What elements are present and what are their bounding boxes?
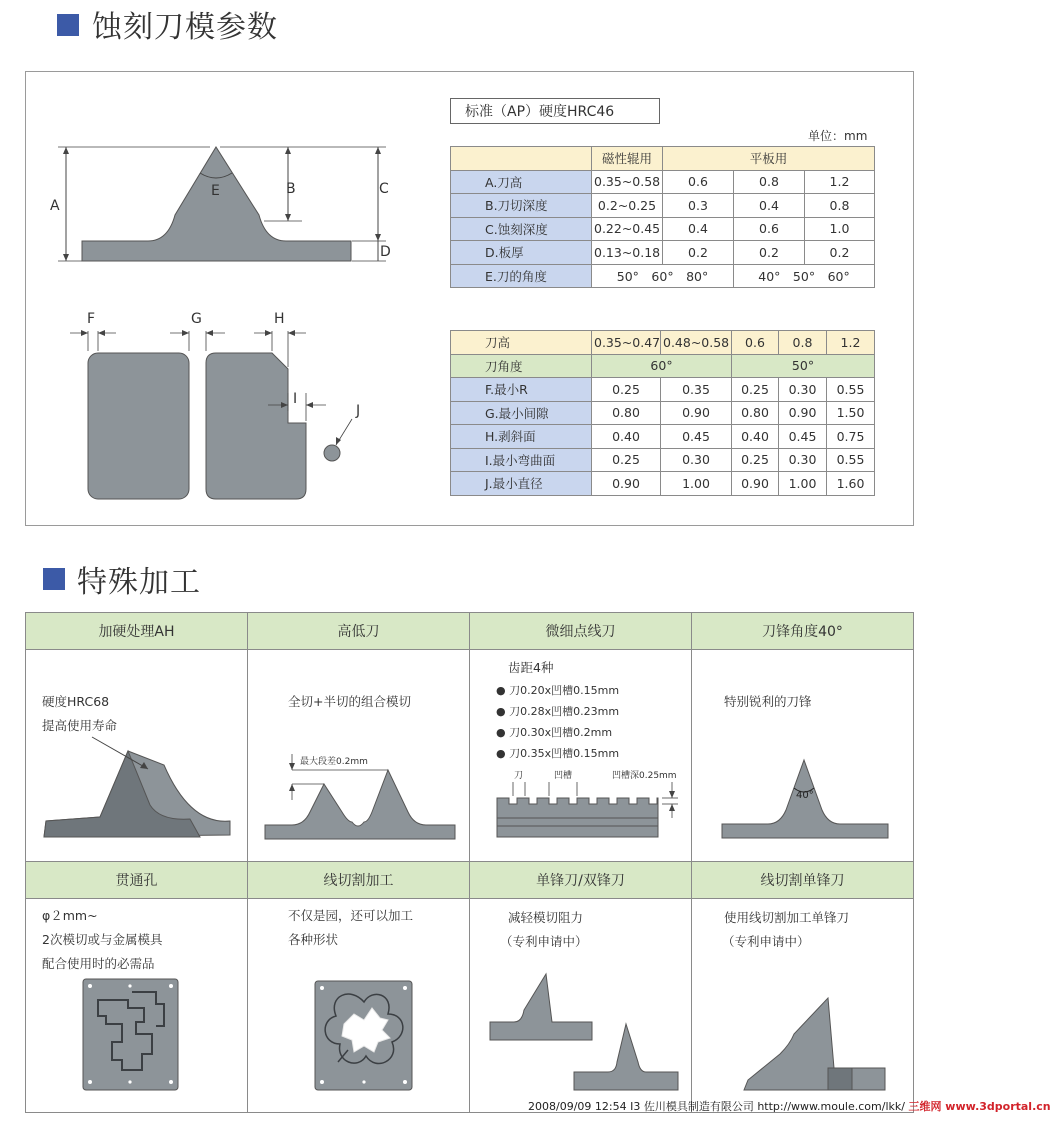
micro-pitch-list bbox=[496, 680, 619, 764]
table-row bbox=[451, 472, 875, 496]
header-through-hole: 贯通孔 bbox=[25, 861, 248, 899]
table-cell: 0.30 bbox=[779, 378, 827, 402]
blade-cross-section-diagram bbox=[40, 135, 400, 275]
table-cell: 0.80 bbox=[592, 401, 661, 425]
label-e: E bbox=[211, 183, 220, 199]
die-shape-diagram bbox=[60, 305, 390, 505]
table-row bbox=[451, 378, 875, 402]
wire-single-text-2: （专利申请中） bbox=[722, 934, 810, 949]
table-cell: 0.2 bbox=[663, 241, 734, 265]
row-label: D.板厚 bbox=[451, 241, 592, 265]
table-cell: 0.55 bbox=[827, 378, 875, 402]
section-1-title: 蚀刻刀模参数 bbox=[92, 10, 278, 45]
table-row bbox=[451, 170, 875, 194]
label-d: D bbox=[380, 244, 391, 260]
table-cell: 0.55 bbox=[827, 448, 875, 472]
row-label: I.最小弯曲面 bbox=[451, 448, 592, 472]
table-row bbox=[451, 147, 875, 171]
table-row bbox=[451, 425, 875, 449]
table-cell: 1.2 bbox=[805, 170, 875, 194]
list-item: ● 刀0.35x凹槽0.15mm bbox=[496, 747, 620, 760]
table-cell: 0.3 bbox=[663, 194, 734, 218]
standard-label: 标准（AP）硬度HRC46 bbox=[450, 98, 660, 124]
header-hardening: 加硬处理AH bbox=[25, 612, 248, 650]
table-cell: 0.90 bbox=[779, 401, 827, 425]
list-item: ● 刀0.28x凹槽0.23mm bbox=[496, 705, 620, 718]
wire-cut-text-1: 不仅是园，还可以加工 bbox=[288, 908, 414, 923]
header-high-low-blade: 高低刀 bbox=[247, 612, 470, 650]
blade-spec-table bbox=[450, 146, 875, 288]
table-cell: 0.30 bbox=[661, 448, 732, 472]
table-cell: 0.80 bbox=[732, 401, 779, 425]
table-cell: 0.6 bbox=[734, 217, 805, 241]
table-cell: 0.8 bbox=[734, 170, 805, 194]
table-cell: 0.90 bbox=[592, 472, 661, 496]
table-cell: 0.40 bbox=[732, 425, 779, 449]
high-low-blade-illustration bbox=[262, 750, 462, 845]
section-2-marker bbox=[43, 568, 65, 590]
table-cell: 1.0 bbox=[805, 217, 875, 241]
hardening-text-2: 提高使用寿命 bbox=[42, 718, 118, 733]
table-cell: 60° bbox=[592, 354, 732, 378]
header-magnetic: 磁性辊用 bbox=[592, 147, 663, 171]
table-cell: 0.2 bbox=[734, 241, 805, 265]
label-f: F bbox=[87, 311, 96, 327]
table-row bbox=[451, 354, 875, 378]
table-cell: 40° 50° 60° bbox=[734, 264, 875, 288]
footer-timestamp: 2008/09/09 12:54 I3 佐川模具制造有限公司 http://www.moule.com/lkk/ bbox=[528, 1100, 905, 1113]
table-cell: 0.25 bbox=[592, 448, 661, 472]
table-cell: 50° 60° 80° bbox=[592, 264, 734, 288]
table-cell: 0.45 bbox=[779, 425, 827, 449]
wire-cut-text-2: 各种形状 bbox=[288, 932, 339, 947]
table-row bbox=[451, 194, 875, 218]
table-cell: 1.00 bbox=[661, 472, 732, 496]
list-item: ● 刀0.30x凹槽0.2mm bbox=[496, 726, 613, 739]
table-cell: 0.2 bbox=[805, 241, 875, 265]
label-j: J bbox=[356, 403, 361, 419]
table-cell: 1.60 bbox=[827, 472, 875, 496]
groove-label: 凹槽 bbox=[554, 771, 573, 781]
table-cell: 0.90 bbox=[732, 472, 779, 496]
label-b: B bbox=[286, 181, 296, 197]
wire-single-text-1: 使用线切割加工单锋刀 bbox=[724, 910, 850, 925]
hardening-text-1: 硬度HRC68 bbox=[42, 694, 110, 709]
table-cell: 0.4 bbox=[734, 194, 805, 218]
table-cell: 0.25 bbox=[732, 378, 779, 402]
table-cell: 0.35 bbox=[661, 378, 732, 402]
wire-cut-single-edge-illustration bbox=[742, 996, 887, 1091]
label-h: H bbox=[274, 311, 285, 327]
wire-cut-flower-illustration bbox=[314, 980, 414, 1092]
row-label: J.最小直径 bbox=[451, 472, 592, 496]
table-cell: 0.40 bbox=[592, 425, 661, 449]
table-cell: 1.00 bbox=[779, 472, 827, 496]
row-label: F.最小R bbox=[451, 378, 592, 402]
header-edge-angle: 刀锋角度40° bbox=[691, 612, 914, 650]
groove-depth-label: 凹槽深0.25mm bbox=[612, 771, 677, 781]
table-cell: 0.48~0.58 bbox=[661, 331, 732, 355]
list-item: ● 刀0.20x凹槽0.15mm bbox=[496, 684, 620, 697]
label-g: G bbox=[191, 311, 202, 327]
table-cell: 1.2 bbox=[827, 331, 875, 355]
shape-spec-table bbox=[450, 330, 875, 496]
table-cell: 0.4 bbox=[663, 217, 734, 241]
edge-angle-text: 特别锐利的刀锋 bbox=[724, 694, 812, 709]
table-cell: 0.30 bbox=[779, 448, 827, 472]
table-row bbox=[451, 217, 875, 241]
high-low-text: 全切+半切的组合模切 bbox=[288, 694, 411, 709]
hardened-blade-illustration bbox=[40, 735, 240, 845]
header-wire-cut-single-edge: 线切割单锋刀 bbox=[691, 861, 914, 899]
table-cell: 0.35~0.47 bbox=[592, 331, 661, 355]
row-label: 刀角度 bbox=[451, 354, 592, 378]
table-cell: 0.2~0.25 bbox=[592, 194, 663, 218]
header-flat: 平板用 bbox=[663, 147, 875, 171]
table-cell: 0.45 bbox=[661, 425, 732, 449]
table-cell: 1.50 bbox=[827, 401, 875, 425]
table-cell: 0.13~0.18 bbox=[592, 241, 663, 265]
footer-watermark: 三维网 www.3dportal.cn bbox=[908, 1100, 1051, 1113]
double-edge-illustration bbox=[572, 1022, 680, 1092]
row-label: A.刀高 bbox=[451, 170, 592, 194]
table-cell: 0.75 bbox=[827, 425, 875, 449]
row-label: E.刀的角度 bbox=[451, 264, 592, 288]
blade-label: 刀 bbox=[514, 771, 524, 781]
table-cell: 0.22~0.45 bbox=[592, 217, 663, 241]
row-label: 刀高 bbox=[451, 331, 592, 355]
section-2-title: 特殊加工 bbox=[77, 565, 201, 600]
header-micro-dot-blade: 微细点线刀 bbox=[469, 612, 692, 650]
table-cell: 0.90 bbox=[661, 401, 732, 425]
table-cell: 0.8 bbox=[805, 194, 875, 218]
label-a: A bbox=[50, 198, 60, 214]
table-cell: 50° bbox=[732, 354, 875, 378]
table-row bbox=[451, 401, 875, 425]
through-hole-text-1: φ２mm~ bbox=[42, 908, 98, 923]
table-cell: 0.6 bbox=[663, 170, 734, 194]
label-c: C bbox=[379, 181, 389, 197]
table-row bbox=[451, 264, 875, 288]
table-cell: 0.25 bbox=[592, 378, 661, 402]
label-i: I bbox=[293, 391, 298, 407]
header-single-double-edge: 单锋刀/双锋刀 bbox=[469, 861, 692, 899]
footer-text bbox=[528, 1098, 1051, 1114]
through-hole-text-3: 配合使用时的必需品 bbox=[42, 956, 155, 971]
table-header-blank bbox=[451, 147, 592, 171]
row-label: B.刀切深度 bbox=[451, 194, 592, 218]
table-cell: 0.8 bbox=[779, 331, 827, 355]
table-row bbox=[451, 241, 875, 265]
through-hole-die-illustration bbox=[82, 978, 180, 1092]
single-double-text-1: 减轻模切阻力 bbox=[508, 910, 584, 925]
max-step-label: 最大段差0.2mm bbox=[300, 757, 368, 767]
sharp-edge-illustration bbox=[718, 752, 893, 842]
table-cell: 0.25 bbox=[732, 448, 779, 472]
header-wire-cut: 线切割加工 bbox=[247, 861, 470, 899]
micro-dot-blade-illustration bbox=[492, 768, 688, 843]
row-label: G.最小间隙 bbox=[451, 401, 592, 425]
micro-title: 齿距4种 bbox=[508, 660, 554, 675]
single-double-text-2: （专利申请中） bbox=[500, 934, 588, 949]
row-label: C.蚀刻深度 bbox=[451, 217, 592, 241]
table-row bbox=[451, 331, 875, 355]
table-cell: 0.6 bbox=[732, 331, 779, 355]
row-label: H.剥斜面 bbox=[451, 425, 592, 449]
table-row bbox=[451, 448, 875, 472]
through-hole-text-2: 2次模切或与金属模具 bbox=[42, 932, 163, 947]
unit-label: 单位：mm bbox=[808, 129, 868, 143]
table-cell: 0.35~0.58 bbox=[592, 170, 663, 194]
angle-40-label: 40° bbox=[796, 790, 814, 801]
section-1-marker bbox=[57, 14, 79, 36]
